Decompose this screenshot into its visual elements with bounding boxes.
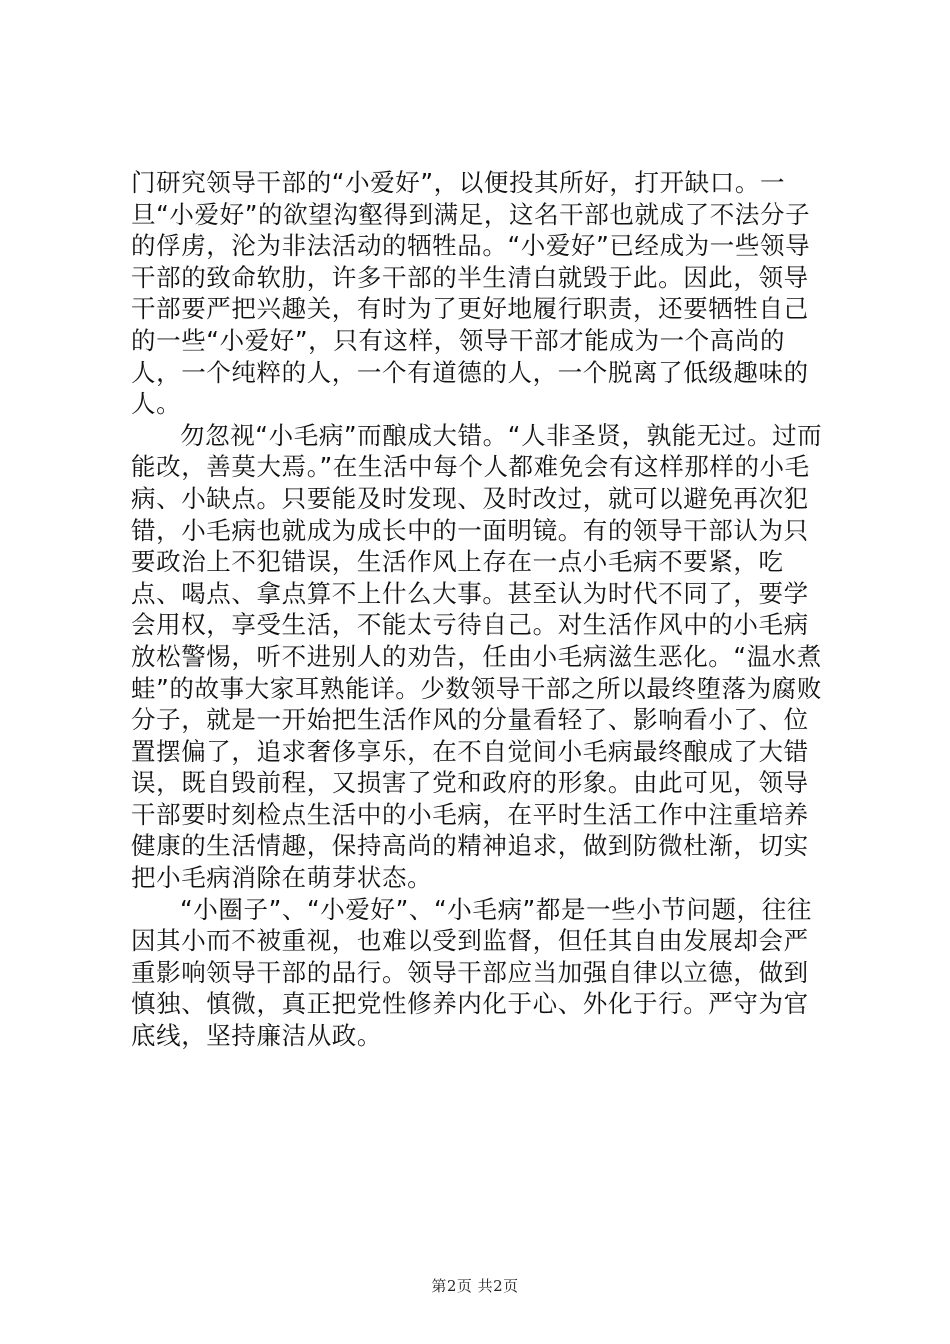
paragraph-conclusion: “小圈子”、“小爱好”、“小毛病”都是一些小节问题，往往因其小而不被重视，也难以受到监督，但任其自由发展却会严重影响领导干部的品行。领导干部应当加强自律以立德，做到慎独、慎微，真正把党性修养内化于心、外化于行。严守为官底线，坚持廉洁从政。 (131, 894, 812, 1051)
document-body (131, 167, 831, 1052)
paragraph-small-faults: 勿忽视“小毛病”而酿成大错。“人非圣贤，孰能无过。过而能改，善莫大焉。”在生活中每个人都难免会有这样那样的小毛病、小缺点。只要能及时发现、及时改过，就可以避免再次犯错，小毛病也就成为成长中的一面明镜。有的领导干部认为只要政治上不犯错误，生活作风上存在一点小毛病不要紧，吃点、喝点、拿点算不上什么大事。甚至认为时代不同了，要学会用权，享受生活，不能太亏待自己。对生活作风中的小毛病放松警惕，听不进别人的劝告，任由小毛病滋生恶化。“温水煮蛙”的故事大家耳熟能详。少数领导干部之所以最终堕落为腐败分子，就是一开始把生活作风的分量看轻了、影响看小了、位置摆偏了，追求奢侈享乐，在不自觉间小毛病最终酿成了大错误，既自毁前程，又损害了党和政府的形象。由此可见，领导干部要时刻检点生活中的小毛病，在平时生活工作中注重培养健康的生活情趣，保持高尚的精神追求，做到防微杜渐，切实把小毛病消除在萌芽状态。 (131, 420, 823, 893)
paragraph-continuation: 门研究领导干部的“小爱好”，以便投其所好，打开缺口。一旦“小爱好”的欲望沟壑得到满足，这名干部也就成了不法分子的俘虏，沦为非法活动的牺牲品。“小爱好”已经成为一些领导干部的致命软肋，许多干部的半生清白就毁于此。因此，领导干部要严把兴趣关，有时为了更好地履行职责，还要牺牲自己的一些“小爱好”，只有这样，领导干部才能成为一个高尚的人，一个纯粹的人，一个有道德的人，一个脱离了低级趣味的人。 (131, 168, 811, 419)
page-footer: 第2页 共2页 (431, 1277, 519, 1295)
